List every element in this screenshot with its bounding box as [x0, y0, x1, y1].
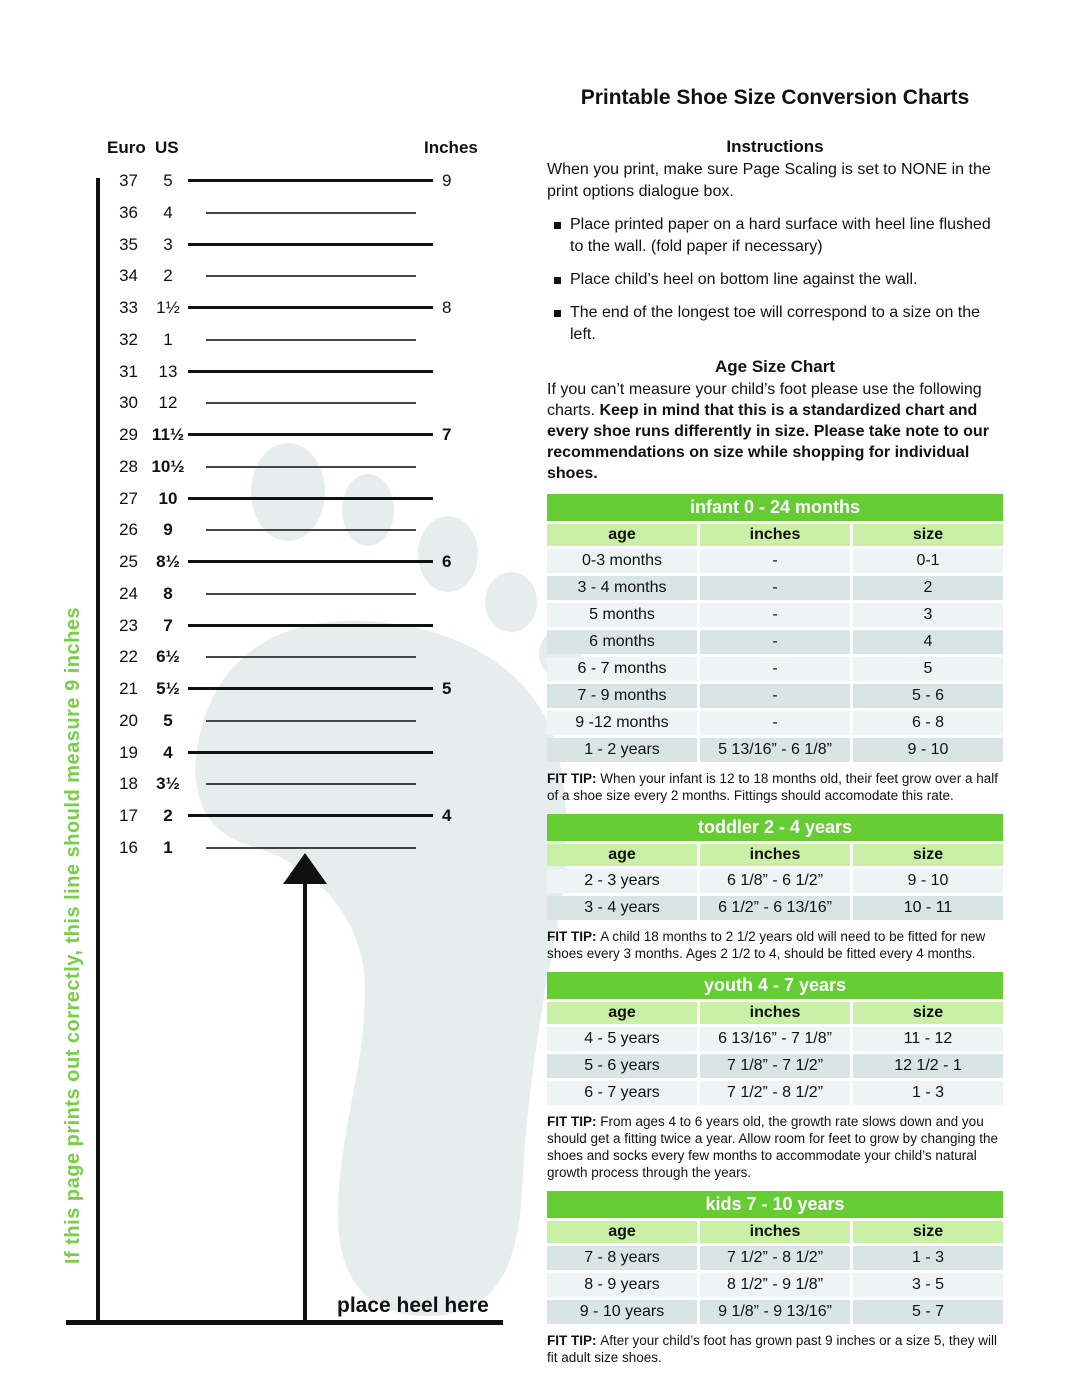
table-cell: 2 [853, 576, 1003, 600]
size-tick-line [188, 243, 433, 246]
table-cell: 3 - 4 years [547, 896, 697, 920]
fit-tip-label: FIT TIP: [547, 771, 601, 786]
table-header-row [547, 1221, 1003, 1243]
euro-size-label: 26 [119, 520, 138, 540]
table-cell: 3 - 4 months [547, 576, 697, 600]
euro-size-label: 33 [119, 298, 138, 317]
table-cell: 4 [853, 630, 1003, 654]
table-cell: 7 - 8 years [547, 1246, 697, 1270]
table-cell: - [700, 603, 850, 627]
euro-size-label: 30 [119, 393, 138, 413]
us-size-label: 12 [158, 393, 178, 413]
table-cell: 9 -12 months [547, 711, 697, 735]
table-row [547, 1081, 1003, 1105]
content-column [547, 80, 1003, 1366]
table-cell: 7 1/2” - 8 1/2” [700, 1246, 850, 1270]
fit-tip-label: FIT TIP: [547, 929, 601, 944]
size-tick-line [188, 560, 433, 563]
size-tick-line [206, 529, 416, 531]
euro-size-label: 18 [119, 774, 138, 794]
us-size-label: 5 [163, 171, 173, 190]
euro-size-label: 28 [119, 456, 138, 476]
us-size-label: 8 [163, 583, 173, 603]
column-header-cell: inches [700, 844, 850, 866]
us-size-label: 3 [163, 234, 173, 254]
column-header-cell: size [853, 1221, 1003, 1243]
up-arrow-icon [283, 853, 327, 884]
euro-size-label: 23 [119, 615, 138, 635]
table-cell: 8 1/2” - 9 1/8” [700, 1273, 850, 1297]
table-cell: 9 - 10 years [547, 1300, 697, 1324]
column-header-cell: age [547, 1221, 697, 1243]
euro-size-label: 37 [119, 171, 138, 190]
us-size-label: 1½ [156, 298, 180, 317]
size-tick-line [188, 306, 433, 309]
table-row [547, 1027, 1003, 1051]
age-size-table [544, 999, 1006, 1108]
us-size-label: 1 [163, 329, 173, 349]
column-header-cell: age [547, 844, 697, 866]
table-cell: - [700, 630, 850, 654]
euro-size-label: 34 [119, 266, 138, 286]
column-header-cell: size [853, 1002, 1003, 1024]
euro-size-label: 16 [119, 838, 138, 857]
us-size-label: 10½ [151, 456, 185, 476]
table-cell: 3 - 5 [853, 1273, 1003, 1297]
table-cell: 10 - 11 [853, 896, 1003, 920]
table-cell: - [700, 684, 850, 708]
euro-size-label: 17 [119, 806, 138, 826]
table-row [547, 896, 1003, 920]
table-cell: 7 1/8” - 7 1/2” [700, 1054, 850, 1078]
size-tick-line [188, 814, 433, 817]
ruler-row [0, 390, 500, 416]
print-check-note: If this page prints out correctly, this line should measure 9 inches [62, 606, 84, 1264]
table-cell: 9 1/8” - 9 13/16” [700, 1300, 850, 1324]
column-header-cell: age [547, 1002, 697, 1024]
fit-tip [547, 770, 1003, 804]
inch-mark-label: 4 [442, 806, 452, 826]
fit-tip-label: FIT TIP: [547, 1114, 601, 1129]
instructions-intro: When you print, make sure Page Scaling is set to NONE in the print options dialogue box. [547, 161, 991, 200]
size-tick-line [206, 275, 416, 277]
euro-size-label: 25 [119, 552, 138, 572]
size-tick-line [188, 179, 433, 182]
table-row [547, 711, 1003, 735]
ruler-row [0, 295, 500, 321]
euro-size-label: 27 [119, 488, 138, 508]
fit-tip-text: A child 18 months to 2 1/2 years old will need to be fitted for new shoes every 3 months. Ages 2 1/2 to 4, should be fitted every 4 months. [547, 929, 986, 961]
ruler-row [0, 517, 500, 543]
table-cell: 1 - 2 years [547, 738, 697, 762]
size-tick-line [188, 497, 433, 500]
euro-size-label: 24 [119, 583, 138, 603]
table-row [547, 1246, 1003, 1270]
table-row [547, 738, 1003, 762]
size-tables [547, 494, 1003, 1366]
euro-size-label: 21 [119, 679, 138, 699]
size-tick-line [206, 847, 416, 849]
fit-tip-text: From ages 4 to 6 years old, the growth rate slows down and you should get a fitting twice a year. Allow room for feet to grow by changing the shoes and socks every few months to accommodate your child’s natural growth process through the years. [547, 1114, 999, 1180]
column-header-cell: inches [700, 524, 850, 546]
table-band-title: infant 0 - 24 months [547, 494, 1003, 521]
size-tick-line [206, 402, 416, 404]
square-bullet-icon [554, 310, 561, 317]
column-header-cell: inches [700, 1221, 850, 1243]
square-bullet-icon [554, 277, 561, 284]
table-row [547, 1054, 1003, 1078]
inch-mark-label: 7 [442, 425, 452, 445]
size-tick-line [188, 370, 433, 373]
table-cell: 4 - 5 years [547, 1027, 697, 1051]
inch-mark-label: 6 [442, 552, 452, 572]
table-row [547, 1273, 1003, 1297]
inch-mark-label: 9 [442, 171, 452, 190]
inch-mark-label: 5 [442, 679, 452, 699]
us-size-label: 11½ [151, 425, 185, 445]
us-size-label: 4 [163, 202, 173, 222]
ruler-row [0, 359, 500, 385]
table-cell: - [700, 657, 850, 681]
us-size-label: 6½ [156, 647, 180, 667]
table-cell: 1 - 3 [853, 1081, 1003, 1105]
euro-size-label: 32 [119, 329, 138, 349]
table-cell: 6 months [547, 630, 697, 654]
ruler-row [0, 263, 500, 289]
table-cell: 2 - 3 years [547, 869, 697, 893]
table-band-title: youth 4 - 7 years [547, 972, 1003, 999]
table-header-row [547, 844, 1003, 866]
euro-size-label: 36 [119, 202, 138, 222]
table-cell: 5 13/16” - 6 1/8” [700, 738, 850, 762]
intro-bold-text: Keep in mind that this is a standardized chart and every shoe runs differently in size. Please take note to our recommendations on size while shopping for individual shoes. [547, 402, 989, 482]
size-tick-line [206, 339, 416, 341]
age-size-chart-intro [547, 379, 1003, 484]
table-cell: 6 - 7 months [547, 657, 697, 681]
column-header-cell: inches [700, 1002, 850, 1024]
table-cell: - [700, 711, 850, 735]
table-cell: 6 - 8 [853, 711, 1003, 735]
us-size-label: 8½ [156, 552, 180, 572]
instruction-bullet-text: The end of the longest toe will correspond to a size on the left. [570, 304, 981, 343]
table-row [547, 603, 1003, 627]
inches-column-header: Inches [424, 138, 478, 157]
square-bullet-icon [554, 222, 561, 229]
size-tick-line [206, 212, 416, 214]
age-size-table [544, 1218, 1006, 1327]
table-header-row [547, 1002, 1003, 1024]
instruction-bullet-text: Place printed paper on a hard surface with heel line flushed to the wall. (fold paper if necessary) [570, 216, 991, 255]
size-tick-line [188, 433, 433, 436]
table-cell: 5 - 6 [853, 684, 1003, 708]
size-tick-line [188, 687, 433, 690]
us-column-header: US [155, 138, 179, 157]
fit-tip-label: FIT TIP: [547, 1333, 601, 1348]
table-cell: 0-3 months [547, 549, 697, 573]
instruction-bullet [547, 269, 1003, 291]
table-header-row [547, 524, 1003, 546]
instruction-bullet-text: Place child’s heel on bottom line against the wall. [570, 271, 918, 288]
size-tick-line [188, 624, 433, 627]
euro-size-label: 20 [119, 710, 138, 730]
ruler-row [0, 327, 500, 353]
table-row [547, 630, 1003, 654]
column-header-cell: size [853, 844, 1003, 866]
size-tick-line [206, 656, 416, 658]
table-cell: 0-1 [853, 549, 1003, 573]
table-cell: 6 13/16” - 7 1/8” [700, 1027, 850, 1051]
table-cell: 12 1/2 - 1 [853, 1054, 1003, 1078]
us-size-label: 7 [163, 615, 173, 635]
age-size-table [544, 841, 1006, 923]
table-cell: 5 - 7 [853, 1300, 1003, 1324]
ruler-row [0, 486, 500, 512]
instruction-bullet [547, 214, 1003, 258]
age-size-chart-heading: Age Size Chart [715, 357, 835, 376]
table-cell: 7 1/2” - 8 1/2” [700, 1081, 850, 1105]
table-cell: 6 1/2” - 6 13/16” [700, 896, 850, 920]
table-cell: 1 - 3 [853, 1246, 1003, 1270]
ruler-row [0, 200, 500, 226]
fit-tip [547, 1332, 1003, 1366]
table-cell: 6 1/8” - 6 1/2” [700, 869, 850, 893]
fit-tip [547, 1113, 1003, 1181]
ruler-row [0, 454, 500, 480]
size-tick-line [206, 593, 416, 595]
euro-size-label: 29 [119, 425, 138, 445]
us-size-label: 5½ [156, 679, 180, 699]
fit-tip-text: After your child’s foot has grown past 9 inches or a size 5, they will fit adult size shoes. [547, 1333, 997, 1365]
table-cell: 6 - 7 years [547, 1081, 697, 1105]
page-title: Printable Shoe Size Conversion Charts [580, 86, 970, 109]
table-cell: 9 - 10 [853, 738, 1003, 762]
table-cell: 5 [853, 657, 1003, 681]
fit-tip-text: When your infant is 12 to 18 months old, their feet grow over a half of a shoe size every 2 months. Fittings should accomodate this rate. [547, 771, 998, 803]
euro-size-label: 35 [119, 234, 138, 254]
table-cell: 7 - 9 months [547, 684, 697, 708]
inch-mark-label: 8 [442, 298, 452, 317]
place-heel-here-label: place heel here [337, 1294, 489, 1317]
table-band-title: toddler 2 - 4 years [547, 814, 1003, 841]
size-tick-line [188, 751, 433, 754]
us-size-label: 2 [163, 266, 173, 286]
table-cell: 9 - 10 [853, 869, 1003, 893]
heel-arrow-line [303, 882, 307, 1322]
us-size-label: 3½ [156, 774, 180, 794]
us-size-label: 13 [158, 361, 178, 381]
table-cell: 5 months [547, 603, 697, 627]
table-row [547, 1300, 1003, 1324]
instruction-bullet [547, 302, 1003, 346]
us-size-label: 9 [163, 520, 173, 540]
heel-baseline [66, 1320, 503, 1325]
table-row [547, 549, 1003, 573]
table-row [547, 576, 1003, 600]
table-row [547, 684, 1003, 708]
column-header-cell: size [853, 524, 1003, 546]
fit-tip [547, 928, 1003, 962]
size-tick-line [206, 466, 416, 468]
ruler-row [0, 232, 500, 258]
table-row [547, 657, 1003, 681]
euro-size-label: 22 [119, 647, 138, 667]
euro-size-label: 31 [119, 361, 138, 381]
size-tick-line [206, 783, 416, 785]
instructions-bullet-list [547, 214, 1003, 346]
us-size-label: 5 [163, 710, 173, 730]
us-size-label: 10 [158, 488, 178, 508]
table-row [547, 869, 1003, 893]
ruler-row [0, 168, 500, 194]
us-size-label: 4 [163, 742, 173, 762]
table-cell: 3 [853, 603, 1003, 627]
euro-column-header: Euro [107, 138, 146, 157]
ruler-row [0, 422, 500, 448]
us-size-label: 2 [163, 806, 173, 826]
us-size-label: 1 [163, 838, 173, 857]
table-cell: 8 - 9 years [547, 1273, 697, 1297]
table-cell: - [700, 549, 850, 573]
intro-regular-text: If you can’t measure your child’s foot please use the following charts. [547, 381, 982, 419]
euro-size-label: 19 [119, 742, 138, 762]
size-tick-line [206, 720, 416, 722]
column-header-cell: age [547, 524, 697, 546]
table-band-title: kids 7 - 10 years [547, 1191, 1003, 1218]
instructions-heading: Instructions [726, 137, 824, 156]
table-cell: 11 - 12 [853, 1027, 1003, 1051]
table-cell: 5 - 6 years [547, 1054, 697, 1078]
age-size-table [544, 521, 1006, 765]
table-cell: - [700, 576, 850, 600]
